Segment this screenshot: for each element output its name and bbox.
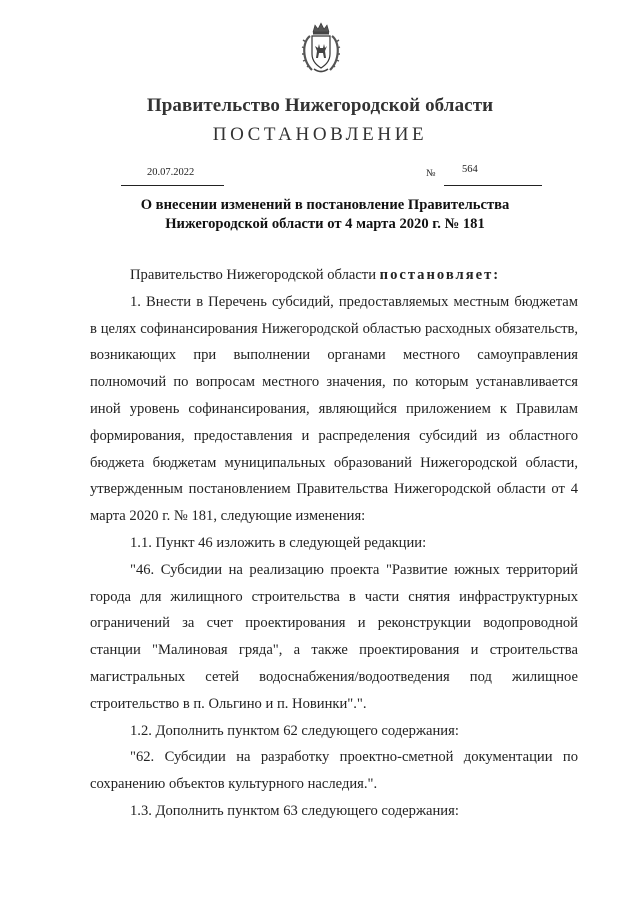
paragraph-1-2: 1.2. Дополнить пунктом 62 следующего содержания: [130,722,459,739]
paragraph-1: 1. Внести в Перечень субсидий, предоставляемых местным бюджетам в целях софинансирования Нижегородской областью расходных обязательств, возникающих при выполнении органами местного самоуправления полномочий по вопросам местного значения, по которым устанавливается иной уровень софинансирования, являющийся приложением к Правилам формирования, предоставления и распределения субсидий из областного бюджета бюджетам муниципальных образований Нижегородской области, утвержденным постановлением Правительства Нижегородской области от 4 марта 2020 г. № 181, следующие изменения: [90,293,578,525]
number-sign: № [426,168,436,179]
subject-line-1: О внесении изменений в постановление Правительства [140,197,510,213]
intro-paragraph [90,262,578,289]
organization-title: Правительство Нижегородской области [146,95,494,116]
paragraph-1-1: 1.1. Пункт 46 изложить в следующей редакции: [130,534,427,551]
number-underline [444,171,542,186]
document-type: ПОСТАНОВЛЕНИЕ [212,124,428,145]
document-subject [90,196,560,234]
subject-line-2: Нижегородской области от 4 марта 2020 г. № 181 [165,216,485,232]
intro-text: Правительство Нижегородской области [130,267,376,283]
document-date: 20.07.2022 [147,167,195,178]
document-body [90,262,578,825]
paragraph-1-2-text: "62. Субсидии на разработку проектно-сметной документации по сохранению объектов культурного наследия.". [90,749,578,793]
paragraph-1-1-text: "46. Субсидии на реализацию проекта "Развитие южных территорий города для жилищного строительства в части снятия инфраструктурных ограничений за счет проектирования и реконструкции водопроводной станции "Малиновая гряда", а также проектирования и строительства магистральных сетей водоснабжения/водоотведения под жилищное строительство в п. Ольгино и п. Новинки".". [90,561,578,712]
coat-of-arms-icon [300,22,342,76]
paragraph-1-3: 1.3. Дополнить пунктом 63 следующего содержания: [130,802,459,819]
document-number: 564 [462,164,478,175]
intro-verb: постановляет: [379,267,501,283]
